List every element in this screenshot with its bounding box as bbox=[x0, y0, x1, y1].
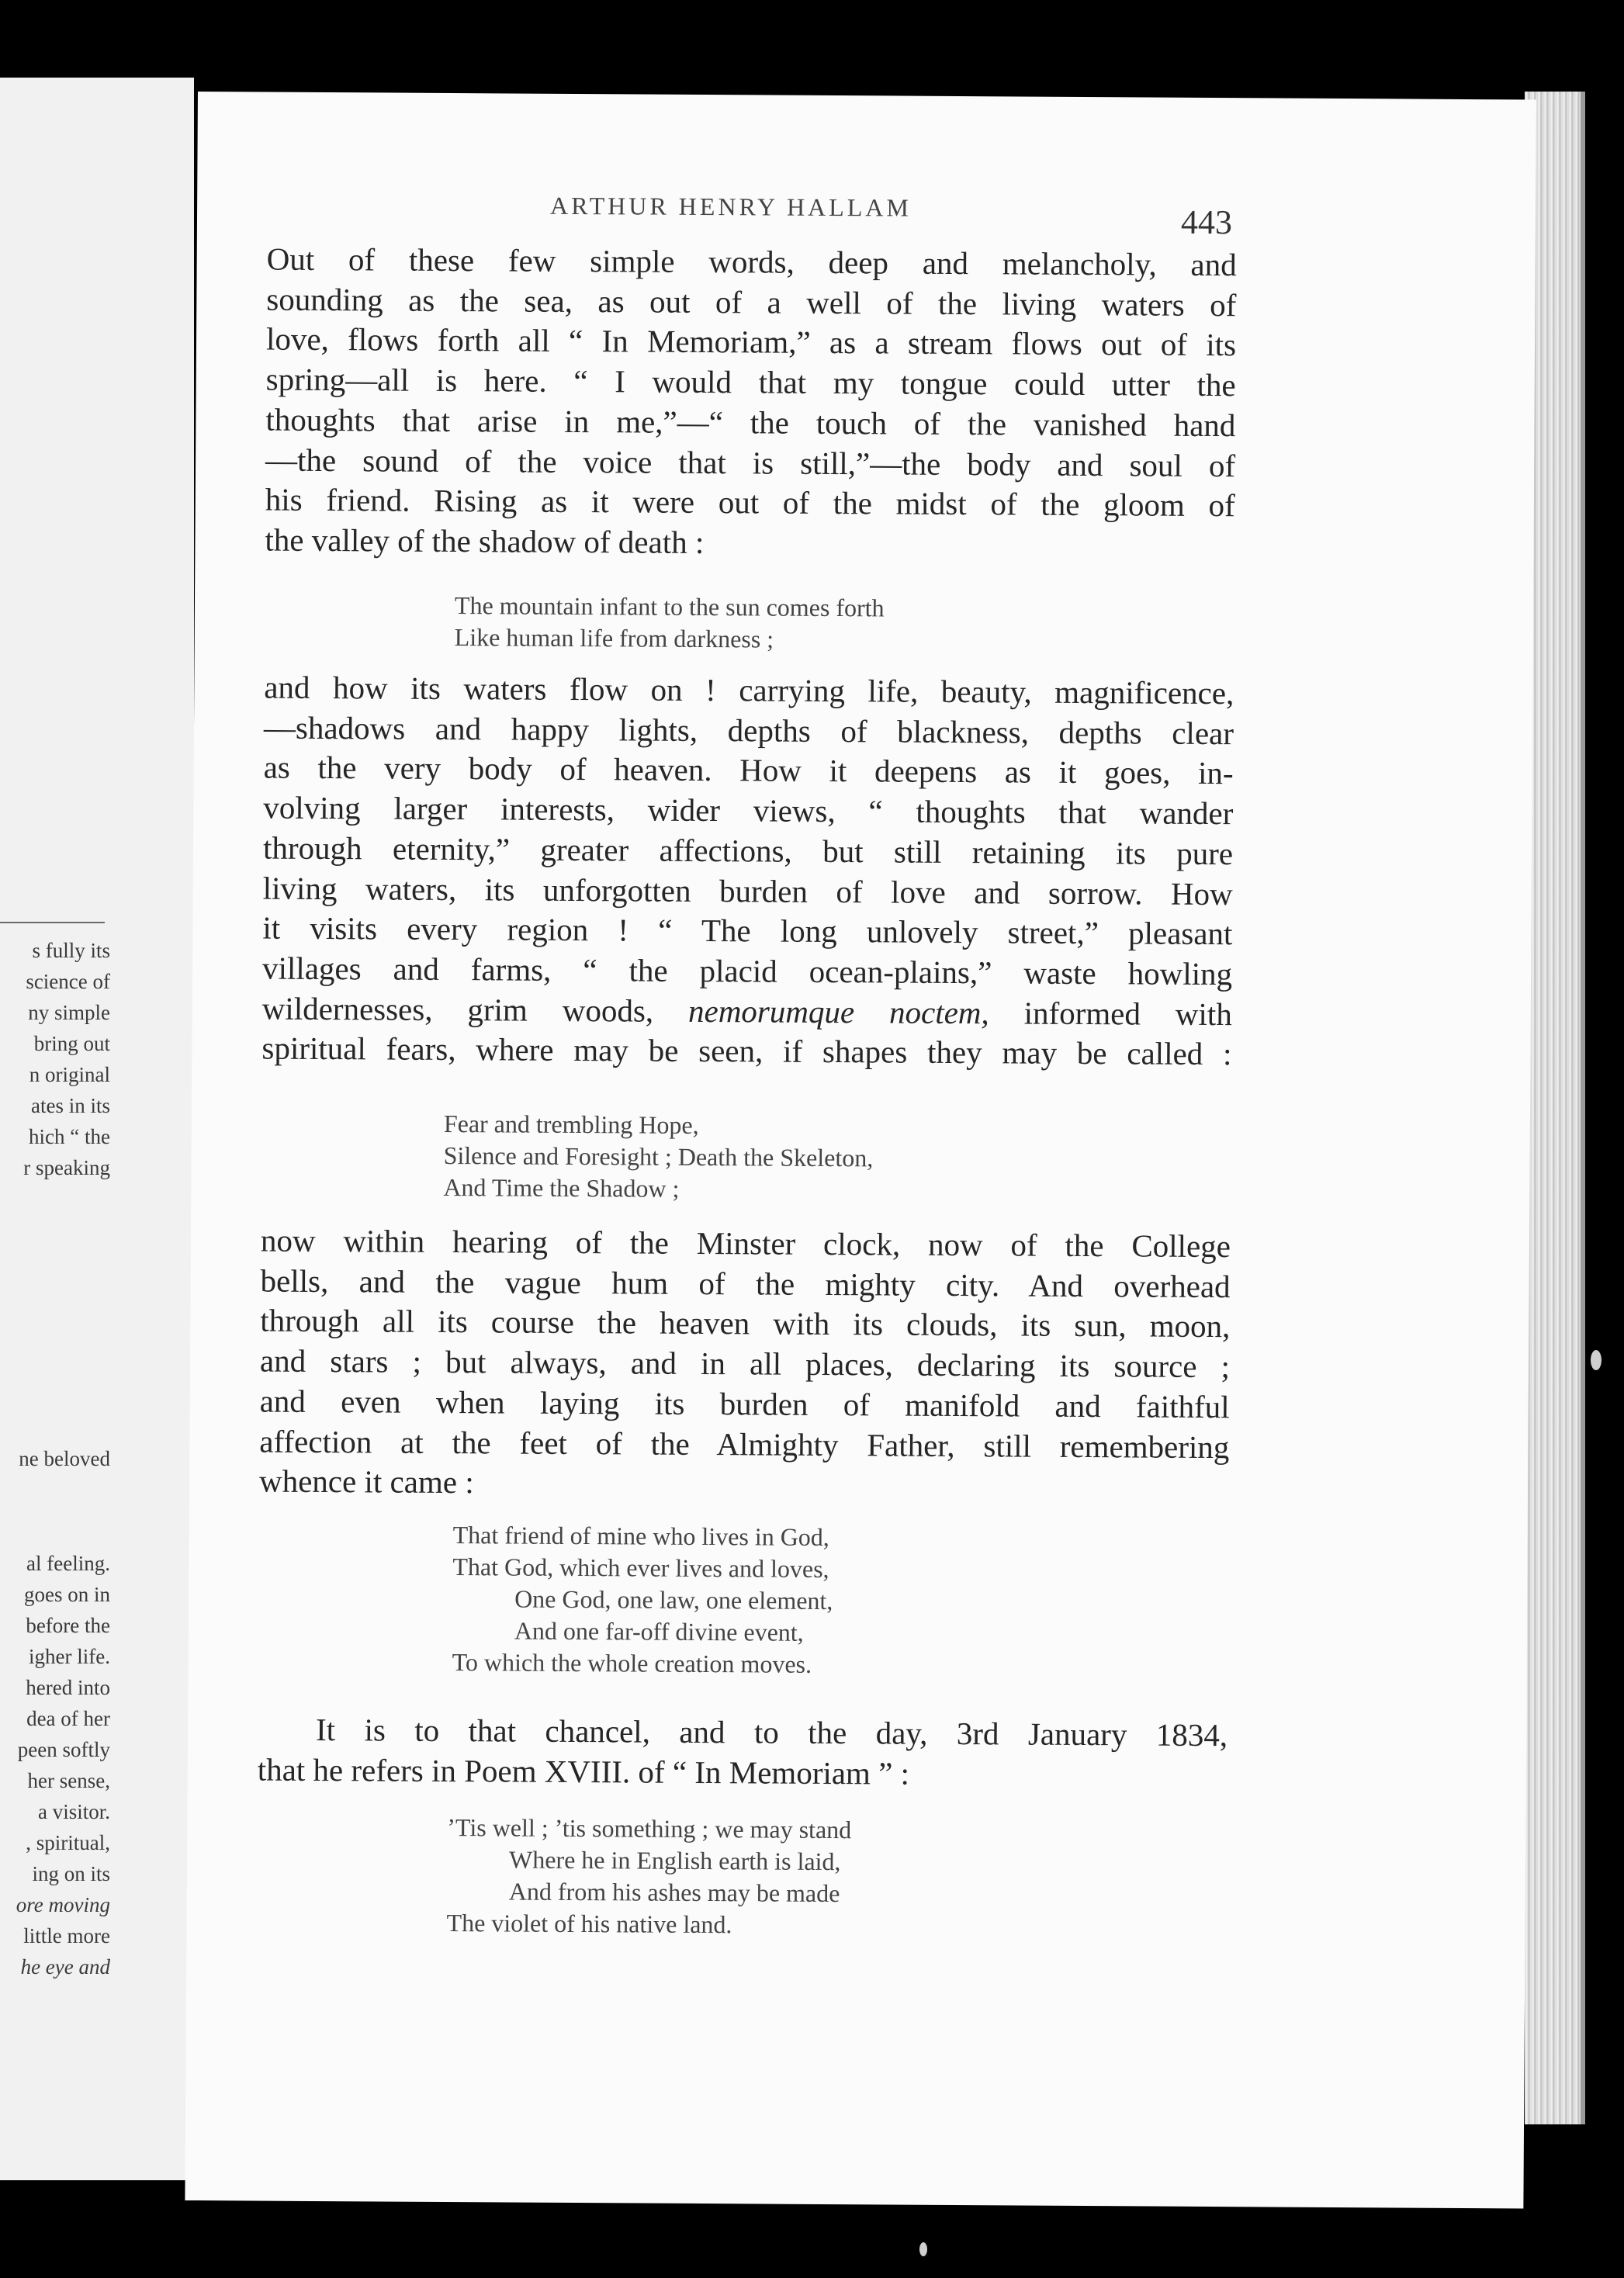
paragraph bbox=[261, 668, 1234, 1075]
verse-line: That friend of mine who lives in God, bbox=[452, 1521, 829, 1552]
verse-line: The violet of his native land. bbox=[446, 1909, 732, 1939]
text-line: now within hearing of the Minster clock, now of the College bbox=[260, 1222, 1231, 1265]
text-line: spring—all is here. “ I would that my tongue could utter the bbox=[265, 361, 1236, 403]
text-line: and stars ; but always, and in all places, declaring its source ; bbox=[259, 1342, 1231, 1385]
text-line: Out of these few simple words, deep and melancholy, and bbox=[266, 241, 1237, 283]
page-number: 443 bbox=[1180, 203, 1233, 242]
verse-line: One God, one law, one element, bbox=[514, 1584, 833, 1615]
facing-line: hich “ the bbox=[29, 1125, 110, 1148]
text-line: volving larger interests, wider views, “ thoughts that wander bbox=[263, 789, 1234, 832]
text-line: bells, and the vague hum of the mighty city. And overhead bbox=[260, 1262, 1231, 1304]
facing-line: ne beloved bbox=[19, 1447, 110, 1470]
facing-line: peen softly bbox=[17, 1738, 110, 1761]
facing-line: ing on its bbox=[32, 1862, 110, 1885]
verse-quotation bbox=[446, 1812, 851, 1941]
text-run: informed with bbox=[1023, 995, 1232, 1032]
verse-line: And one far-off divine event, bbox=[514, 1616, 804, 1646]
facing-line: s fully its bbox=[32, 939, 110, 962]
text-line bbox=[262, 988, 1232, 1034]
book-page bbox=[185, 92, 1536, 2208]
verse-line: Fear and trembling Hope, bbox=[443, 1109, 699, 1139]
paragraph bbox=[265, 240, 1237, 566]
facing-line: r speaking bbox=[23, 1156, 110, 1179]
verse-line: To which the whole creation moves. bbox=[452, 1648, 812, 1678]
scan-speck bbox=[1591, 1350, 1601, 1370]
text-line: spiritual fears, where may be seen, if shapes they may be called : bbox=[261, 1030, 1232, 1072]
text-line: and how its waters flow on ! carrying life, beauty, magnificence, bbox=[264, 669, 1234, 711]
verse-line: Where he in English earth is laid, bbox=[508, 1845, 841, 1876]
facing-line: bring out bbox=[33, 1032, 110, 1055]
text-line: through all its course the heaven with its clouds, its sun, moon, bbox=[260, 1302, 1231, 1345]
verse-line: Like human life from darkness ; bbox=[454, 623, 774, 653]
text-line: affection at the feet of the Almighty Father, still remembering bbox=[259, 1423, 1230, 1465]
text-line: sounding as the sea, as out of a well of the living waters of bbox=[266, 281, 1237, 323]
text-line: whence it came : bbox=[258, 1463, 474, 1501]
text-line: love, flows forth all “ In Memoriam,” as a stream flows out of its bbox=[265, 320, 1237, 363]
verse-line: Silence and Foresight ; Death the Skeleton, bbox=[443, 1141, 874, 1172]
facing-line: ates in its bbox=[31, 1094, 110, 1117]
paragraph bbox=[259, 1221, 1231, 1508]
facing-line: ore moving bbox=[16, 1893, 110, 1916]
verse-line: And from his ashes may be made bbox=[508, 1877, 840, 1908]
verse-line: The mountain infant to the sun comes forth bbox=[454, 591, 885, 622]
text-line: thoughts that arise in me,”—“ the touch of the vanished hand bbox=[265, 401, 1236, 443]
facing-page bbox=[0, 78, 194, 2180]
facing-line: igher life. bbox=[29, 1645, 110, 1668]
facing-line: n original bbox=[29, 1063, 110, 1086]
footnote-rule bbox=[0, 922, 105, 923]
verse-quotation bbox=[455, 590, 885, 656]
text-line: that he refers in Poem XVIII. of “ In Memoriam ” : bbox=[257, 1751, 910, 1792]
running-head: ARTHUR HENRY HALLAM bbox=[550, 191, 912, 222]
text-run: wildernesses, grim woods, bbox=[261, 990, 654, 1029]
text-line: It is to that chancel, and to the day, 3rd January 1834, bbox=[315, 1711, 1228, 1754]
facing-line: little more bbox=[23, 1924, 110, 1947]
text-line: the valley of the shadow of death : bbox=[265, 521, 705, 560]
verse-line: That God, which ever lives and loves, bbox=[452, 1553, 829, 1584]
facing-line: ny simple bbox=[28, 1001, 110, 1024]
facing-line: he eye and bbox=[20, 1955, 110, 1979]
facing-line: science of bbox=[26, 970, 110, 993]
paragraph bbox=[258, 1710, 1228, 1796]
verse-line: And Time the Shadow ; bbox=[443, 1172, 680, 1203]
facing-line: her sense, bbox=[27, 1769, 110, 1792]
facing-line: , spiritual, bbox=[26, 1831, 110, 1854]
text-line: as the very body of heaven. How it deepens as it goes, in- bbox=[263, 749, 1234, 791]
latin-phrase: nemorumque noctem, bbox=[687, 992, 989, 1030]
facing-line: hered into bbox=[26, 1676, 110, 1699]
scan-speck bbox=[919, 2242, 927, 2256]
verse-quotation bbox=[443, 1108, 873, 1206]
facing-line: al feeling. bbox=[26, 1552, 110, 1575]
text-line: it visits every region ! “ The long unlovely street,” pleasant bbox=[262, 909, 1233, 952]
facing-line: goes on in bbox=[24, 1583, 110, 1606]
text-line: villages and farms, “ the placid ocean-plains,” waste howling bbox=[261, 950, 1233, 992]
verse-line: ’Tis well ; ’tis something ; we may stand bbox=[447, 1813, 852, 1844]
text-line: living waters, its unforgotten burden of love and sorrow. How bbox=[262, 870, 1233, 912]
text-line: and even when laying its burden of manifold and faithful bbox=[259, 1383, 1230, 1425]
text-line: —the sound of the voice that is still,”—the body and soul of bbox=[265, 441, 1236, 483]
facing-line: before the bbox=[26, 1614, 110, 1637]
facing-line: dea of her bbox=[26, 1707, 110, 1730]
text-line: through eternity,” greater affections, but still retaining its pure bbox=[262, 829, 1234, 871]
facing-line: a visitor. bbox=[38, 1800, 110, 1823]
text-line: —shadows and happy lights, depths of blackness, depths clear bbox=[263, 709, 1234, 751]
verse-quotation bbox=[452, 1519, 833, 1681]
text-line: his friend. Rising as it were out of the midst of the gloom of bbox=[265, 481, 1235, 524]
